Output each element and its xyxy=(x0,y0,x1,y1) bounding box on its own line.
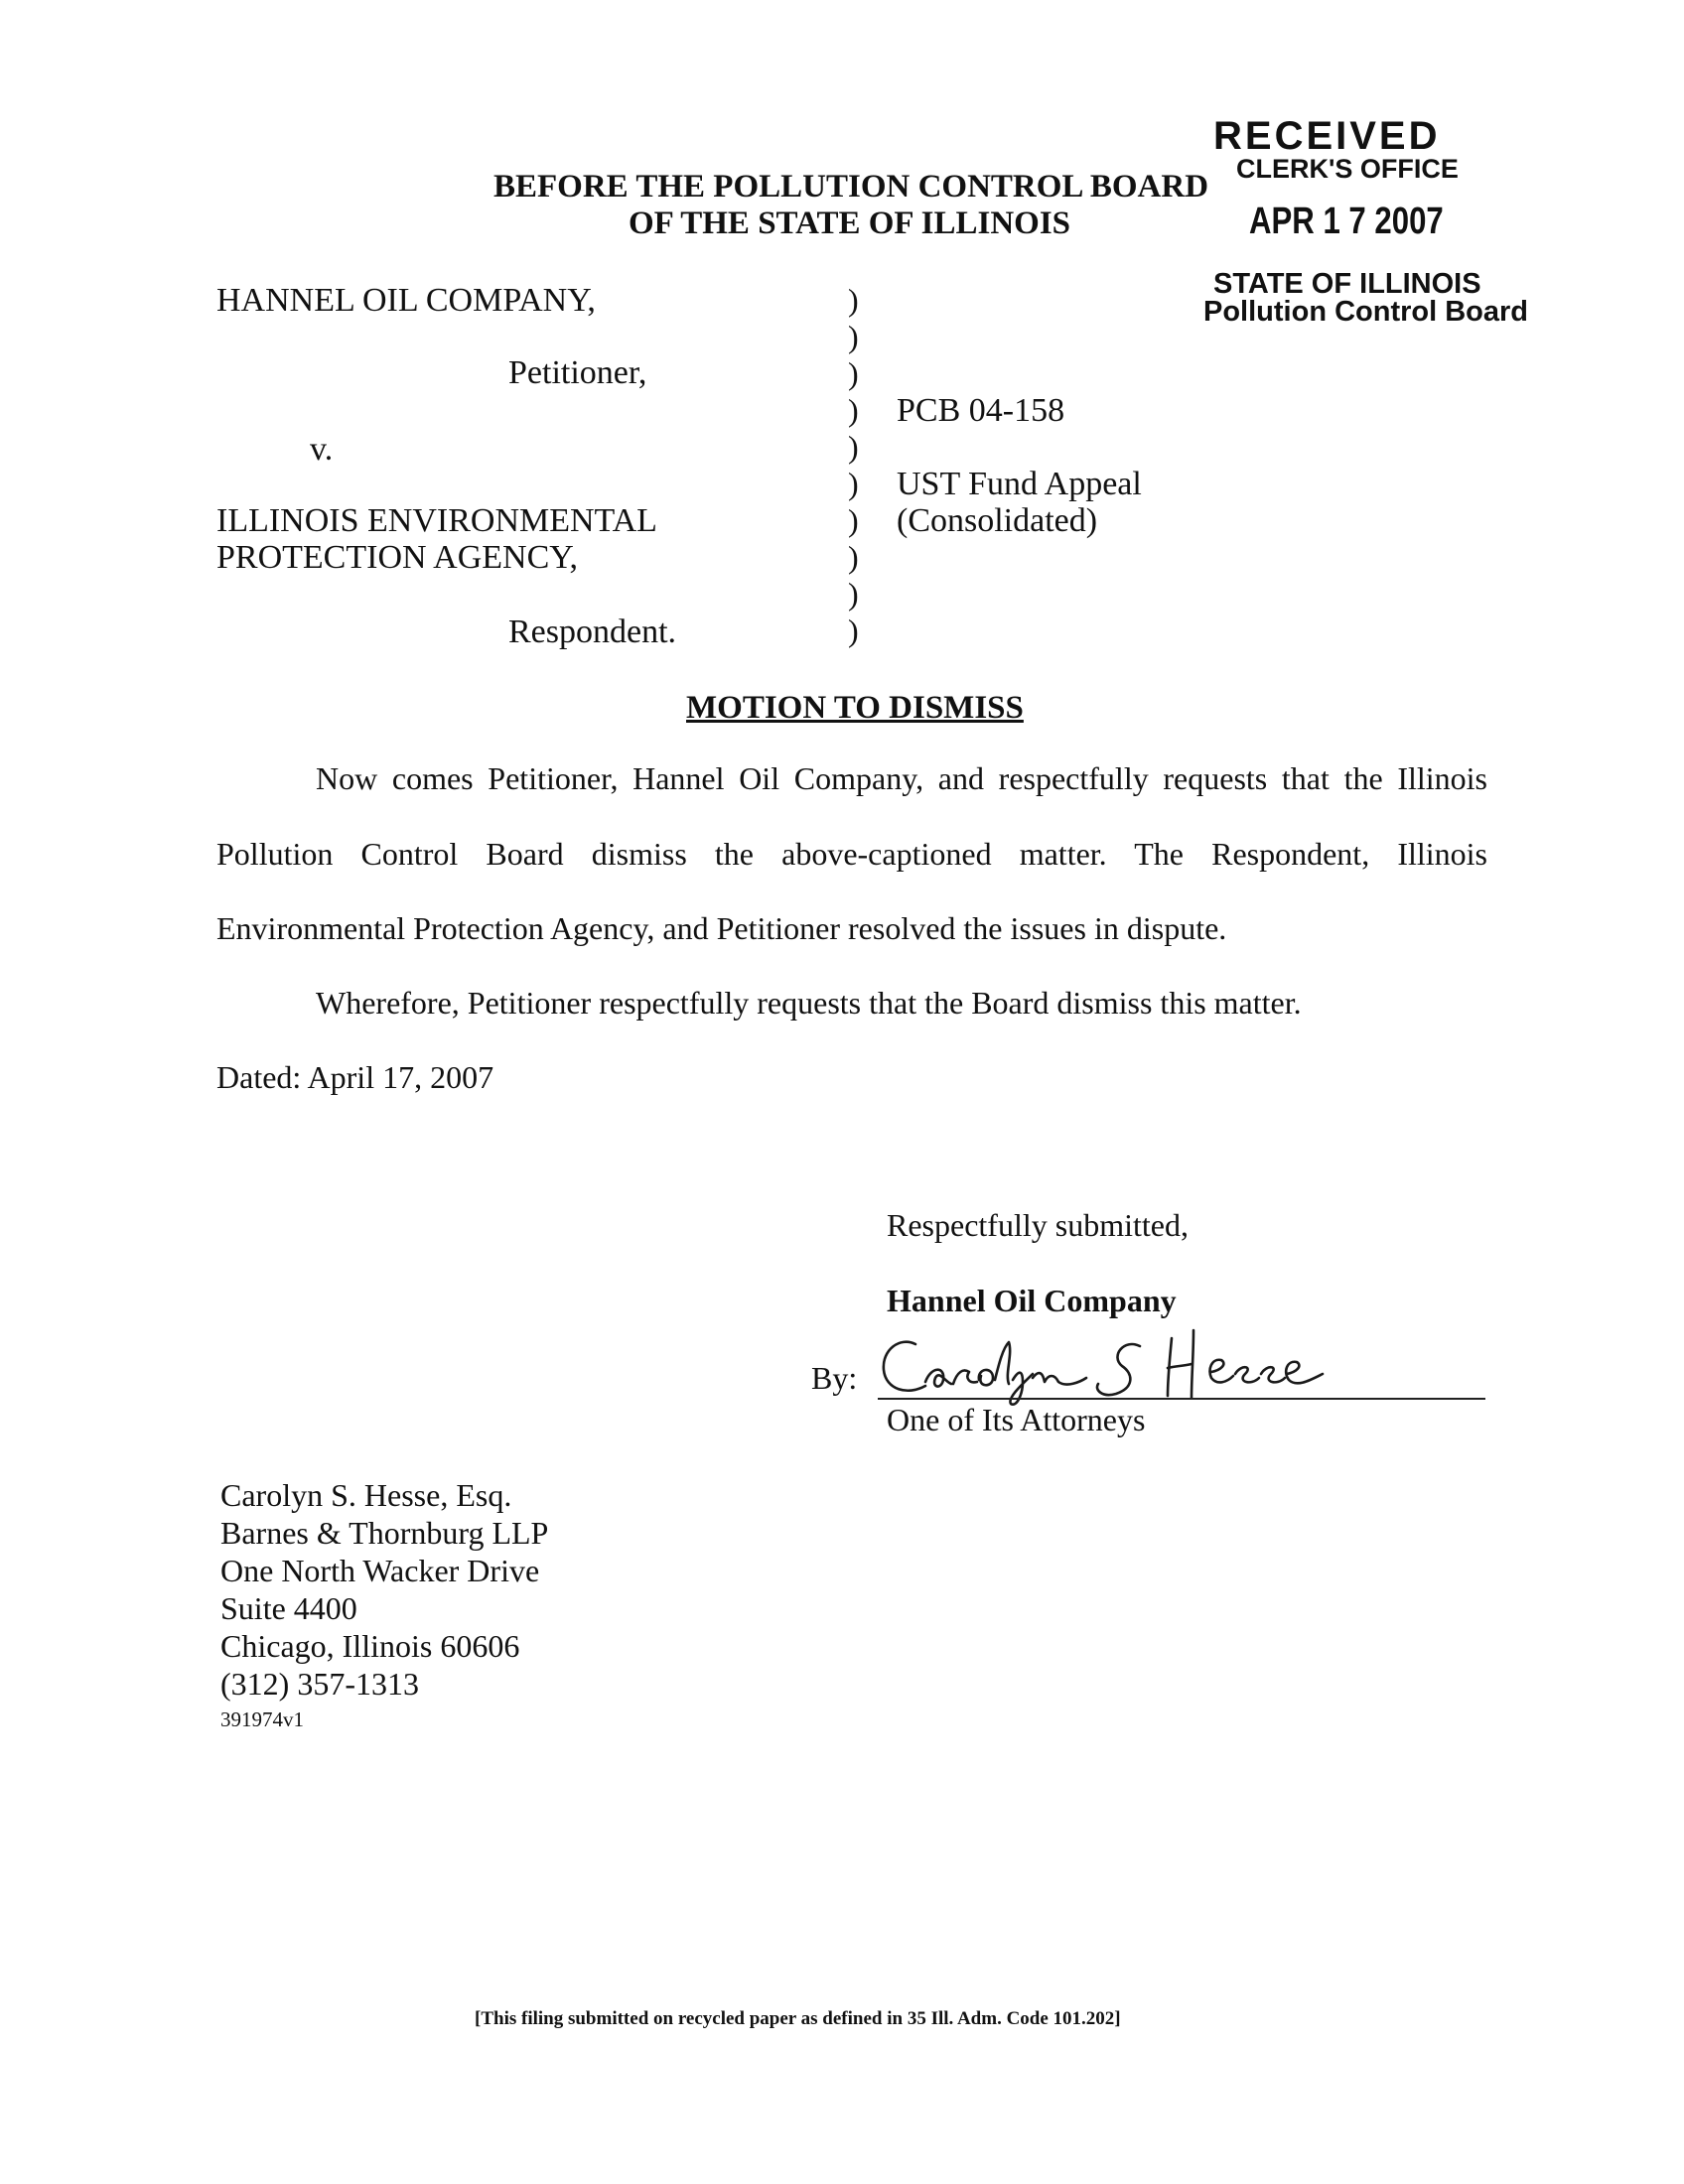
motion-title: MOTION TO DISMISS xyxy=(686,690,1024,726)
motion-paragraph-1-line-1: Now comes Petitioner, Hannel Oil Company, and respectfully requests that the Illinois xyxy=(316,760,1487,796)
motion-paragraph-2: Wherefore, Petitioner respectfully requests that the Board dismiss this matter. xyxy=(316,985,1302,1021)
attorney-firm: Barnes & Thornburg LLP xyxy=(220,1515,549,1551)
respondent-role: Respondent. xyxy=(508,614,677,650)
caption-paren: ) xyxy=(848,392,859,428)
footer-note: [This filing submitted on recycled paper as defined in 35 Ill. Adm. Code 101.202] xyxy=(475,2008,1121,2029)
attorney-name: Carolyn S. Hesse, Esq. xyxy=(220,1477,512,1513)
signature-line xyxy=(878,1398,1485,1400)
document-id: 391974v1 xyxy=(220,1707,304,1731)
caption-paren: ) xyxy=(848,576,859,612)
received-stamp-office: CLERK'S OFFICE xyxy=(1236,154,1459,184)
versus: v. xyxy=(310,431,334,468)
petitioner-name: HANNEL OIL COMPANY, xyxy=(216,282,596,319)
header-line-2: OF THE STATE OF ILLINOIS xyxy=(629,205,1071,241)
caption-paren: ) xyxy=(848,355,859,391)
attorney-street: One North Wacker Drive xyxy=(220,1553,540,1588)
dated-line: Dated: April 17, 2007 xyxy=(216,1059,494,1095)
attorney-phone: (312) 357-1313 xyxy=(220,1666,419,1702)
petitioner-role: Petitioner, xyxy=(508,354,647,391)
caption-paren: ) xyxy=(848,429,859,465)
case-number: PCB 04-158 xyxy=(897,392,1065,429)
signature-closing: Respectfully submitted, xyxy=(887,1207,1189,1243)
received-stamp-title: RECEIVED xyxy=(1213,114,1441,158)
case-status: (Consolidated) xyxy=(897,502,1098,539)
attorney-city: Chicago, Illinois 60606 xyxy=(220,1628,520,1664)
caption-paren: ) xyxy=(848,319,859,354)
motion-paragraph-1-line-2: Pollution Control Board dismiss the above-captioned matter. The Respondent, Illinois xyxy=(216,836,1487,872)
signature-company: Hannel Oil Company xyxy=(887,1283,1177,1318)
received-stamp-state: STATE OF ILLINOIS xyxy=(1213,268,1481,300)
header-line-1: BEFORE THE POLLUTION CONTROL BOARD xyxy=(493,169,1209,205)
case-type: UST Fund Appeal xyxy=(897,466,1142,502)
caption-paren: ) xyxy=(848,282,859,318)
signature-title: One of Its Attorneys xyxy=(887,1402,1146,1437)
signature-by-label: By: xyxy=(811,1360,858,1396)
motion-paragraph-1-line-3: Environmental Protection Agency, and Petitioner resolved the issues in dispute. xyxy=(216,910,1227,946)
respondent-name-2: PROTECTION AGENCY, xyxy=(216,539,578,576)
received-stamp-date: APR 1 7 2007 xyxy=(1249,201,1444,242)
attorney-suite: Suite 4400 xyxy=(220,1590,357,1626)
caption-paren: ) xyxy=(848,613,859,648)
caption-paren: ) xyxy=(848,539,859,575)
received-stamp-board: Pollution Control Board xyxy=(1203,296,1529,328)
caption-paren: ) xyxy=(848,466,859,501)
caption-paren: ) xyxy=(848,502,859,538)
respondent-name-1: ILLINOIS ENVIRONMENTAL xyxy=(216,502,657,539)
